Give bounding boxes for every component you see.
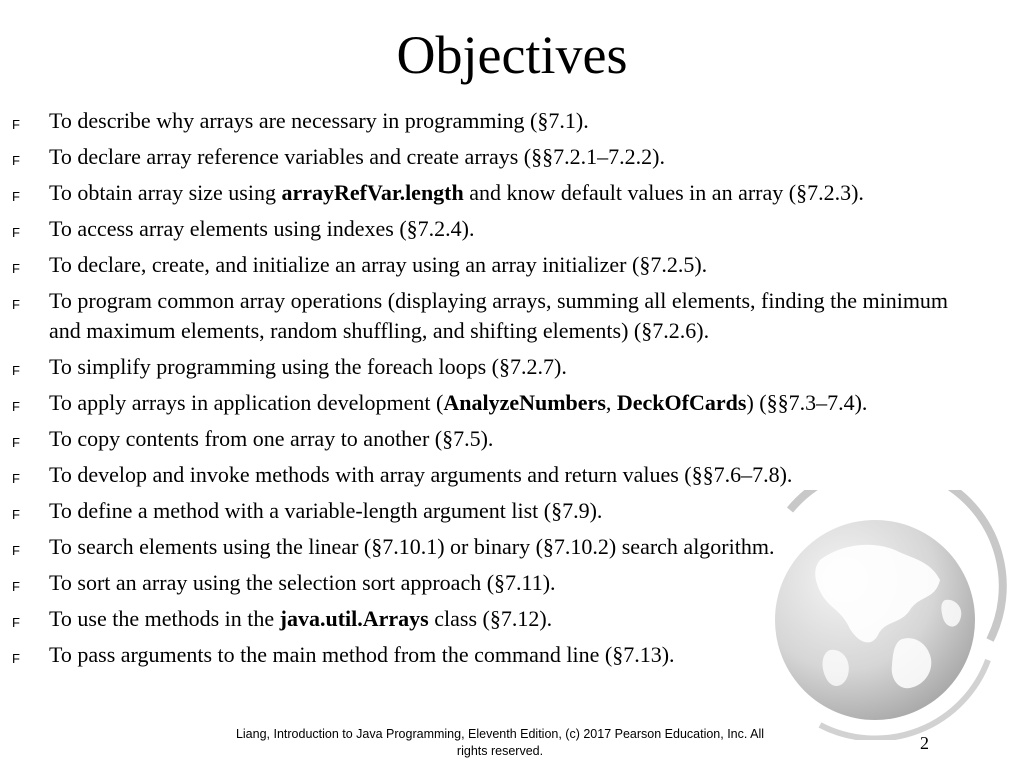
bullet-text: To describe why arrays are necessary in programming (§7.1). [49, 108, 589, 133]
objectives-list [0, 106, 1024, 676]
bullet-item [0, 250, 979, 280]
bullet-marker-icon: F [12, 579, 20, 594]
page-number: 2 [920, 733, 929, 753]
bullet-text: To simplify programming using the foreach loops (§7.2.7). [49, 354, 567, 379]
bullet-marker-icon: F [12, 543, 20, 558]
bullet-marker-icon: F [12, 615, 20, 630]
bullet-text: To develop and invoke methods with array arguments and return values (§§7.6–7.8). [49, 462, 793, 487]
bullet-text: To define a method with a variable-length argument list (§7.9). [49, 498, 603, 523]
footer-line-1: Liang, Introduction to Java Programming, Eleventh Edition, (c) 2017 Pearson Education, Inc. All [235, 727, 765, 741]
bullet-text: To sort an array using the selection sort approach (§7.11). [49, 570, 556, 595]
bullet-marker-icon: F [12, 363, 20, 378]
bullet-text: To apply arrays in application development ( [49, 390, 444, 415]
bullet-text: To use the methods in the [49, 606, 280, 631]
bullet-item [0, 460, 979, 490]
bullet-marker-icon: F [12, 507, 20, 522]
bullet-item [0, 286, 979, 346]
bullet-marker-icon: F [12, 651, 20, 666]
bullet-text: class (§7.12). [428, 606, 553, 631]
bullet-text: To copy contents from one array to another (§7.5). [49, 426, 494, 451]
code-term: AnalyzeNumbers [443, 390, 606, 415]
bullet-marker-icon: F [12, 471, 20, 486]
bullet-item [0, 496, 979, 526]
bullet-item [0, 352, 979, 382]
code-term: java.util.Arrays [279, 606, 429, 631]
bullet-item [0, 604, 979, 634]
bullet-item [0, 424, 979, 454]
bullet-text: and know default values in an array (§7.2.3). [463, 180, 864, 205]
bullet-marker-icon: F [12, 117, 20, 132]
bullet-text: To search elements using the linear (§7.10.1) or binary (§7.10.2) search algorithm. [49, 534, 775, 559]
bullet-text: To access array elements using indexes (§7.2.4). [49, 216, 475, 241]
bullet-marker-icon: F [12, 399, 20, 414]
bullet-text: To pass arguments to the main method from the command line (§7.13). [49, 642, 675, 667]
bullet-text: , [605, 390, 617, 415]
code-term: DeckOfCards [616, 390, 747, 415]
code-term: arrayRefVar.length [281, 180, 464, 205]
bullet-text: To program common array operations (displaying arrays, summing all elements, finding the minimum and maximum elements, random shuffling, and shifting elements) (§7.2.6). [49, 288, 949, 343]
bullet-item [0, 532, 979, 562]
bullet-item [0, 640, 979, 670]
bullet-item [0, 388, 979, 418]
bullet-text: To declare array reference variables and create arrays (§§7.2.1–7.2.2). [49, 144, 665, 169]
bullet-marker-icon: F [12, 225, 20, 240]
bullet-marker-icon: F [12, 153, 20, 168]
bullet-marker-icon: F [12, 297, 20, 312]
bullet-text: To obtain array size using [49, 180, 282, 205]
bullet-item [0, 142, 979, 172]
bullet-text: To declare, create, and initialize an array using an array initializer (§7.2.5). [49, 252, 708, 277]
bullet-item [0, 214, 979, 244]
bullet-item [0, 106, 979, 136]
slide-title: Objectives [396, 25, 628, 85]
bullet-text: ) (§§7.3–7.4). [746, 390, 868, 415]
bullet-item [0, 568, 979, 598]
footer-line-2: rights reserved. [456, 744, 544, 758]
bullet-marker-icon: F [12, 261, 20, 276]
bullet-item [0, 178, 979, 208]
footer-copyright [190, 726, 810, 760]
bullet-marker-icon: F [12, 435, 20, 450]
bullet-marker-icon: F [12, 189, 20, 204]
